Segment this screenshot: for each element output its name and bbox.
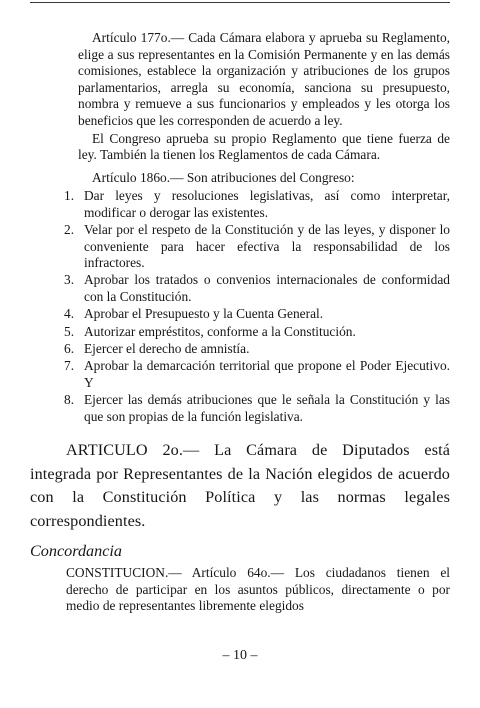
list-item-number: 2.	[64, 222, 75, 238]
list-item-number: 5.	[64, 323, 75, 339]
list-item-text: Dar leyes y resoluciones legislativas, así como interpretar, modificar o derogar las existentes.	[84, 188, 450, 220]
constitucion-paragraph: CONSTITUCION.— Artículo 64o.— Los ciudadanos tienen el derecho de participar en los asuntos públicos, directamente o por medio de representantes libremente elegidos	[66, 565, 450, 614]
atribuciones-list	[30, 188, 450, 425]
list-item	[30, 188, 450, 221]
list-item	[30, 272, 450, 305]
page-number: – 10 –	[222, 648, 258, 663]
congreso-reglamento-paragraph: El Congreso aprueba su propio Reglamento que tiene fuerza de ley. También la tienen los Reglamentos de cada Cámara.	[78, 130, 450, 163]
list-item	[30, 358, 450, 391]
articulo-186-intro-block	[78, 170, 450, 187]
list-item-number: 6.	[64, 341, 75, 356]
articulo-177-paragraph: Artículo 177o.— Cada Cámara elabora y aprueba su Reglamento, elige a sus representantes en la Comisión Permanente y en las demás comisiones, establece la organización y atribuciones de los grupos parlamentarios, arregla su economía, sanciona su presupuesto, nombra y remueve a sus funcionarios y empleados y les otorga los beneficios que les corresponden de acuerdo a ley.	[78, 30, 450, 128]
list-item-text: Autorizar empréstitos, conforme a la Constitución.	[84, 323, 356, 339]
list-item-text: Aprobar los tratados o convenios internacionales de conformidad con la Constitución.	[84, 272, 450, 304]
list-item-text: Aprobar el Presupuesto y la Cuenta General.	[84, 306, 324, 322]
page-content	[30, 30, 450, 615]
list-item	[30, 341, 450, 357]
top-rule	[30, 2, 450, 3]
list-item	[30, 392, 450, 425]
list-item-number: 8.	[64, 392, 75, 408]
articulo-2-paragraph: ARTICULO 2o.— La Cámara de Diputados está integrada por Representantes de la Nación elegidos de acuerdo con la Constitución Política y las normas legales correspondientes.	[30, 441, 450, 530]
list-item-number: 4.	[64, 306, 75, 322]
list-item-text: Velar por el respeto de la Constitución y de las leyes, y disponer lo conveniente para hacer efectiva la responsabilidad de los infractores.	[84, 222, 450, 270]
list-item-number: 3.	[64, 272, 75, 288]
list-item	[30, 306, 450, 322]
concordancia-heading: Concordancia	[30, 542, 123, 561]
list-item	[30, 324, 450, 340]
list-item-number: 1.	[64, 188, 75, 204]
list-item-text: Ejercer las demás atribuciones que le señala la Constitución y las que son propias de la función legislativa.	[84, 392, 450, 424]
articulo-186-intro: Artículo 186o.— Son atribuciones del Congreso:	[92, 169, 355, 185]
list-item-number: 7.	[64, 358, 75, 374]
list-item-text: Aprobar la demarcación territorial que propone el Poder Ejecutivo. Y	[84, 358, 450, 390]
list-item-text: Ejercer el derecho de amnistía.	[84, 341, 250, 356]
articulo-177-block	[78, 30, 450, 164]
list-item	[30, 222, 450, 271]
